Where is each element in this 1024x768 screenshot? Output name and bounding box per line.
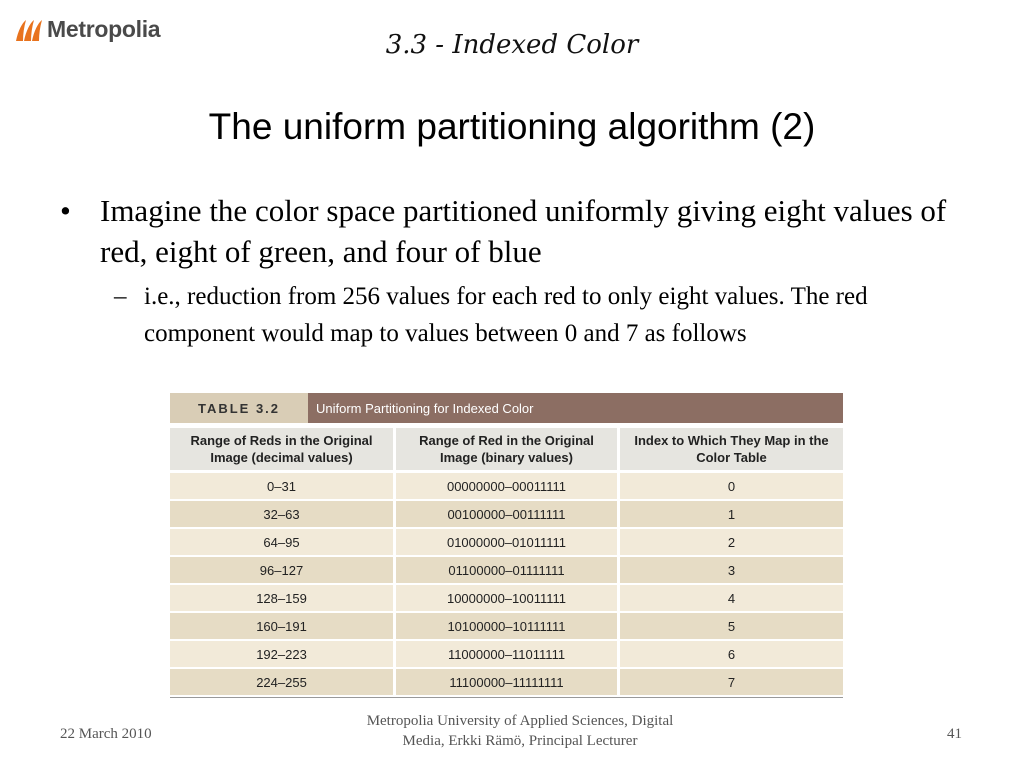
table-row: [170, 472, 843, 501]
table-cell: 11000000–11011111: [395, 640, 619, 668]
logo-text: Metropolia: [47, 16, 161, 42]
table-cell: 64–95: [170, 528, 395, 556]
table-cell: 01100000–01111111: [395, 556, 619, 584]
footer-credits-line: Media, Erkki Rämö, Principal Lecturer: [402, 733, 638, 749]
column-header: Index to Which They Map in the Color Table: [619, 428, 844, 472]
table-cell: 32–63: [170, 500, 395, 528]
table-cell: 96–127: [170, 556, 395, 584]
table-row: [170, 612, 843, 640]
table-row: [170, 668, 843, 696]
bullet-mark: •: [60, 193, 71, 228]
column-header: Range of Red in the Original Image (binary values): [395, 428, 619, 472]
bullet-list: [60, 190, 960, 352]
bullet-text: Imagine the color space partitioned uniformly giving eight values of red, eight of green, and four of blue: [100, 193, 947, 269]
table-cell: 5: [619, 612, 844, 640]
table-row: [170, 500, 843, 528]
column-header: Range of Reds in the Original Image (decimal values): [170, 428, 395, 472]
table-label: TABLE 3.2: [170, 393, 308, 423]
table-cell: 10100000–10111111: [395, 612, 619, 640]
table-cell: 00000000–00011111: [395, 472, 619, 501]
table-cell: 00100000–00111111: [395, 500, 619, 528]
sub-bullet-text: i.e., reduction from 256 values for each red to only eight values. The red component would map to values between 0 and 7 as follows: [144, 283, 868, 347]
table-cell: 11100000–11111111: [395, 668, 619, 696]
slide-title: The uniform partitioning algorithm (2): [208, 106, 816, 147]
table-cell: 2: [619, 528, 844, 556]
table-cell: 128–159: [170, 584, 395, 612]
table-header-bar: [170, 393, 843, 423]
table-row: [170, 556, 843, 584]
table-cell: 0–31: [170, 472, 395, 501]
table-cell: 160–191: [170, 612, 395, 640]
table-cell: 224–255: [170, 668, 395, 696]
table-row: [170, 528, 843, 556]
table-row: [170, 584, 843, 612]
table-cell: 4: [619, 584, 844, 612]
sub-bullet-item: [114, 278, 944, 352]
table-cell: 1: [619, 500, 844, 528]
table-cell: 7: [619, 668, 844, 696]
table-header-row: [170, 428, 843, 472]
bullet-item: [60, 190, 960, 272]
table-bottom-rule: [170, 697, 843, 698]
footer-date: 22 March 2010: [60, 726, 152, 742]
partition-table: [170, 393, 843, 698]
footer-credits-line: Metropolia University of Applied Sciences, Digital: [366, 713, 674, 729]
table-caption: Uniform Partitioning for Indexed Color: [316, 400, 534, 416]
data-table: [170, 428, 843, 697]
table-cell: 3: [619, 556, 844, 584]
table-cell: 192–223: [170, 640, 395, 668]
table-row: [170, 640, 843, 668]
table-cell: 01000000–01011111: [395, 528, 619, 556]
table-cell: 6: [619, 640, 844, 668]
page-number: 41: [947, 726, 962, 742]
table-cell: 0: [619, 472, 844, 501]
sub-bullet-mark: –: [114, 283, 127, 310]
table-cell: 10000000–10011111: [395, 584, 619, 612]
slide-subtitle: 3.3 - Indexed Color: [385, 30, 639, 60]
footer-credits: [300, 711, 740, 751]
